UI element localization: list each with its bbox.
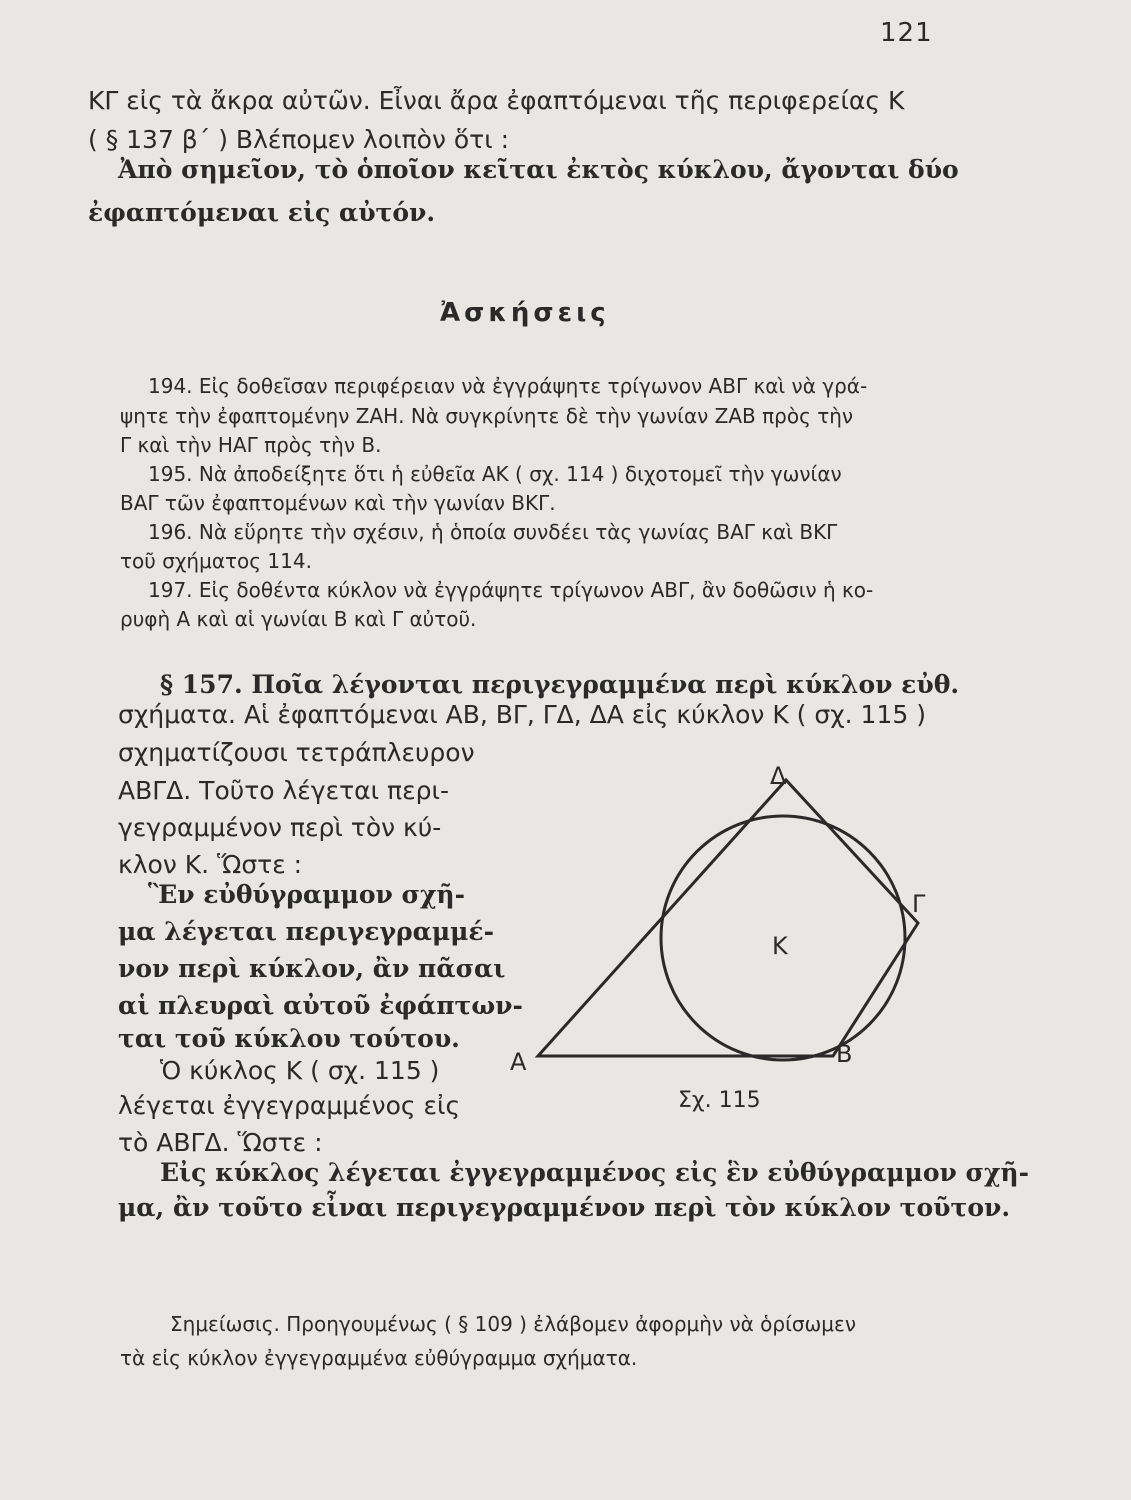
section-157-title: § 157. Ποῖα λέγονται περιγεγραμμένα περὶ κύκλον εὐθ. [160,670,960,699]
section-157-line-4: ΑΒΓΔ. Τοῦτο λέγεται περι- [118,776,449,805]
inscribed-line-2: λέγεται ἐγγεγραμμένος εἰς [118,1091,461,1120]
page-number: 121 [880,18,933,48]
label-k: Κ [772,932,788,960]
exercise-194-line-1: 194. Εἰς δοθεῖσαν περιφέρειαν νὰ ἐγγράψητε τρίγωνον ΑΒΓ καὶ νὰ γρά- [148,374,868,398]
text-line-2: ( § 137 β΄ ) Βλέπομεν λοιπὸν ὅτι : [88,125,510,154]
label-d: Δ [770,762,787,790]
exercise-197-line-2: ρυφὴ Α καὶ αἱ γωνίαι Β καὶ Γ αὐτοῦ. [120,607,477,631]
note-line-2: τὰ εἰς κύκλον ἐγγεγραμμένα εὐθύγραμμα σχήματα. [120,1346,638,1370]
definition-2-line-1: Εἰς κύκλος λέγεται ἐγγεγραμμένος εἰς ἓν εὐθύγραμμον σχῆ- [160,1158,1029,1187]
quadrilateral-abgd [538,780,918,1056]
section-157-line-6: κλον Κ. Ὥστε : [118,850,303,879]
definition-1-line-3: νον περὶ κύκλον, ἂν πᾶσαι [118,954,506,983]
definition-2-line-2: μα, ἂν τοῦτο εἶναι περιγεγραμμένον περὶ τὸν κύκλον τοῦτον. [118,1193,1011,1222]
figure-115 [500,760,960,1100]
definition-1-line-2: μα λέγεται περιγεγραμμέ- [118,917,494,946]
exercise-197-line-1: 197. Εἰς δοθέντα κύκλον νὰ ἐγγράψητε τρίγωνον ΑΒΓ, ἂν δοθῶσιν ἡ κο- [148,578,874,602]
exercise-196-line-2: τοῦ σχήματος 114. [120,549,312,573]
definition-1-line-1: Ἓν εὐθύγραμμον σχῆ- [148,880,465,909]
section-157-line-2: σχήματα. Αἱ ἐφαπτόμεναι ΑΒ, ΒΓ, ΓΔ, ΔΑ εἰς κύκλον Κ ( σχ. 115 ) [118,700,926,729]
section-157-line-3: σχηματίζουσι τετράπλευρον [118,738,475,767]
section-157-line-5: γεγραμμένον περὶ τὸν κύ- [118,813,442,842]
text-line-1: ΚΓ εἰς τὰ ἄκρα αὐτῶν. Εἶναι ἄρα ἐφαπτόμεναι τῆς περιφερείας Κ [88,86,905,115]
inscribed-line-3: τὸ ΑΒΓΔ. Ὥστε : [118,1128,323,1157]
definition-1-line-5: ται τοῦ κύκλου τούτου. [118,1024,460,1053]
label-a: Α [510,1048,527,1076]
definition-1-line-4: αἱ πλευραὶ αὐτοῦ ἐφάπτων- [118,991,523,1020]
note-line-1: Σημείωσις. Προηγουμένως ( § 109 ) ἐλάβομεν ἀφορμὴν νὰ ὁρίσωμεν [170,1312,856,1336]
inscribed-line-1: Ὁ κύκλος Κ ( σχ. 115 ) [160,1056,440,1085]
exercise-194-line-3: Γ καὶ τὴν ΗΑΓ πρὸς τὴν Β. [120,433,382,457]
bold-statement-line-1: Ἀπὸ σημεῖον, τὸ ὁποῖον κεῖται ἐκτὸς κύκλου, ἄγονται δύο [118,155,959,184]
label-b: Β [836,1040,853,1068]
figure-caption: Σχ. 115 [678,1088,761,1113]
exercise-195-line-1: 195. Νὰ ἀποδείξητε ὅτι ἡ εὐθεῖα ΑΚ ( σχ. 114 ) διχοτομεῖ τὴν γωνίαν [148,462,842,486]
exercise-196-line-1: 196. Νὰ εὕρητε τὴν σχέσιν, ἡ ὁποία συνδέει τὰς γωνίας ΒΑΓ καὶ ΒΚΓ [148,520,838,544]
exercise-195-line-2: ΒΑΓ τῶν ἐφαπτομένων καὶ τὴν γωνίαν ΒΚΓ. [120,491,556,515]
label-g: Γ [912,890,926,918]
bold-statement-line-2: ἐφαπτόμεναι εἰς αὐτόν. [88,198,436,227]
exercises-heading: Ἀσκήσεις [440,298,610,328]
exercise-194-line-2: ψητε τὴν ἐφαπτομένην ΖΑΗ. Νὰ συγκρίνητε δὲ τὴν γωνίαν ΖΑΒ πρὸς τὴν [120,404,854,428]
